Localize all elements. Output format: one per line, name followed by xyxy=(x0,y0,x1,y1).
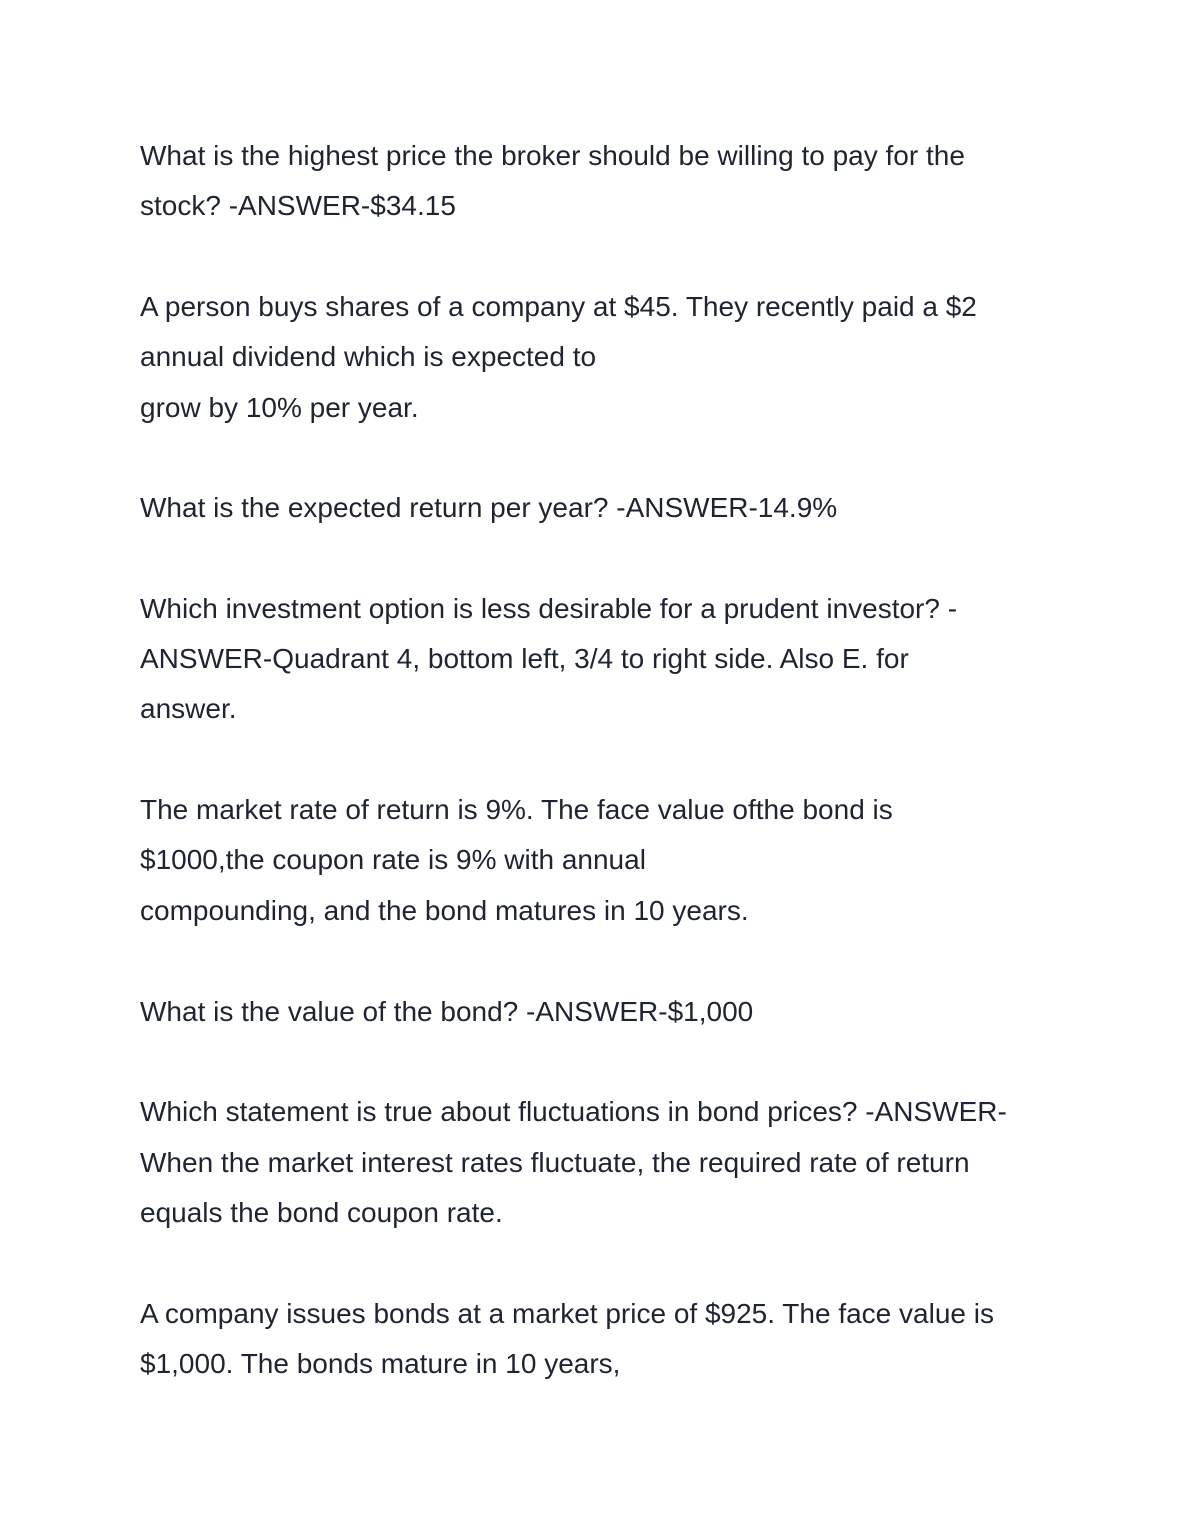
text-line: answer. xyxy=(140,693,237,724)
text-line: What is the value of the bond? -ANSWER-$1,000 xyxy=(140,996,754,1027)
text-line: $1,000. The bonds mature in 10 years, xyxy=(140,1348,621,1379)
text-line: grow by 10% per year. xyxy=(140,392,419,423)
text-line: What is the expected return per year? -ANSWER-14.9% xyxy=(140,492,838,523)
text-line: Which investment option is less desirable for a prudent investor? - xyxy=(140,593,958,624)
text-line: When the market interest rates fluctuate, the required rate of return xyxy=(140,1147,970,1178)
text-line: compounding, and the bond matures in 10 years. xyxy=(140,895,749,926)
text-line: A company issues bonds at a market price of $925. The face value is xyxy=(140,1298,994,1329)
text-line: A person buys shares of a company at $45. They recently paid a $2 xyxy=(140,291,977,322)
text-line: stock? -ANSWER-$34.15 xyxy=(140,190,456,221)
text-line: ANSWER-Quadrant 4, bottom left, 3/4 to right side. Also E. for xyxy=(140,643,909,674)
text-line: What is the highest price the broker should be willing to pay for the xyxy=(140,140,965,171)
text-line: The market rate of return is 9%. The face value ofthe bond is xyxy=(140,794,893,825)
text-line: equals the bond coupon rate. xyxy=(140,1197,503,1228)
text-line: $1000,the coupon rate is 9% with annual xyxy=(140,844,646,875)
text-line: Which statement is true about fluctuations in bond prices? -ANSWER- xyxy=(140,1096,1007,1127)
text-line: annual dividend which is expected to xyxy=(140,341,597,372)
